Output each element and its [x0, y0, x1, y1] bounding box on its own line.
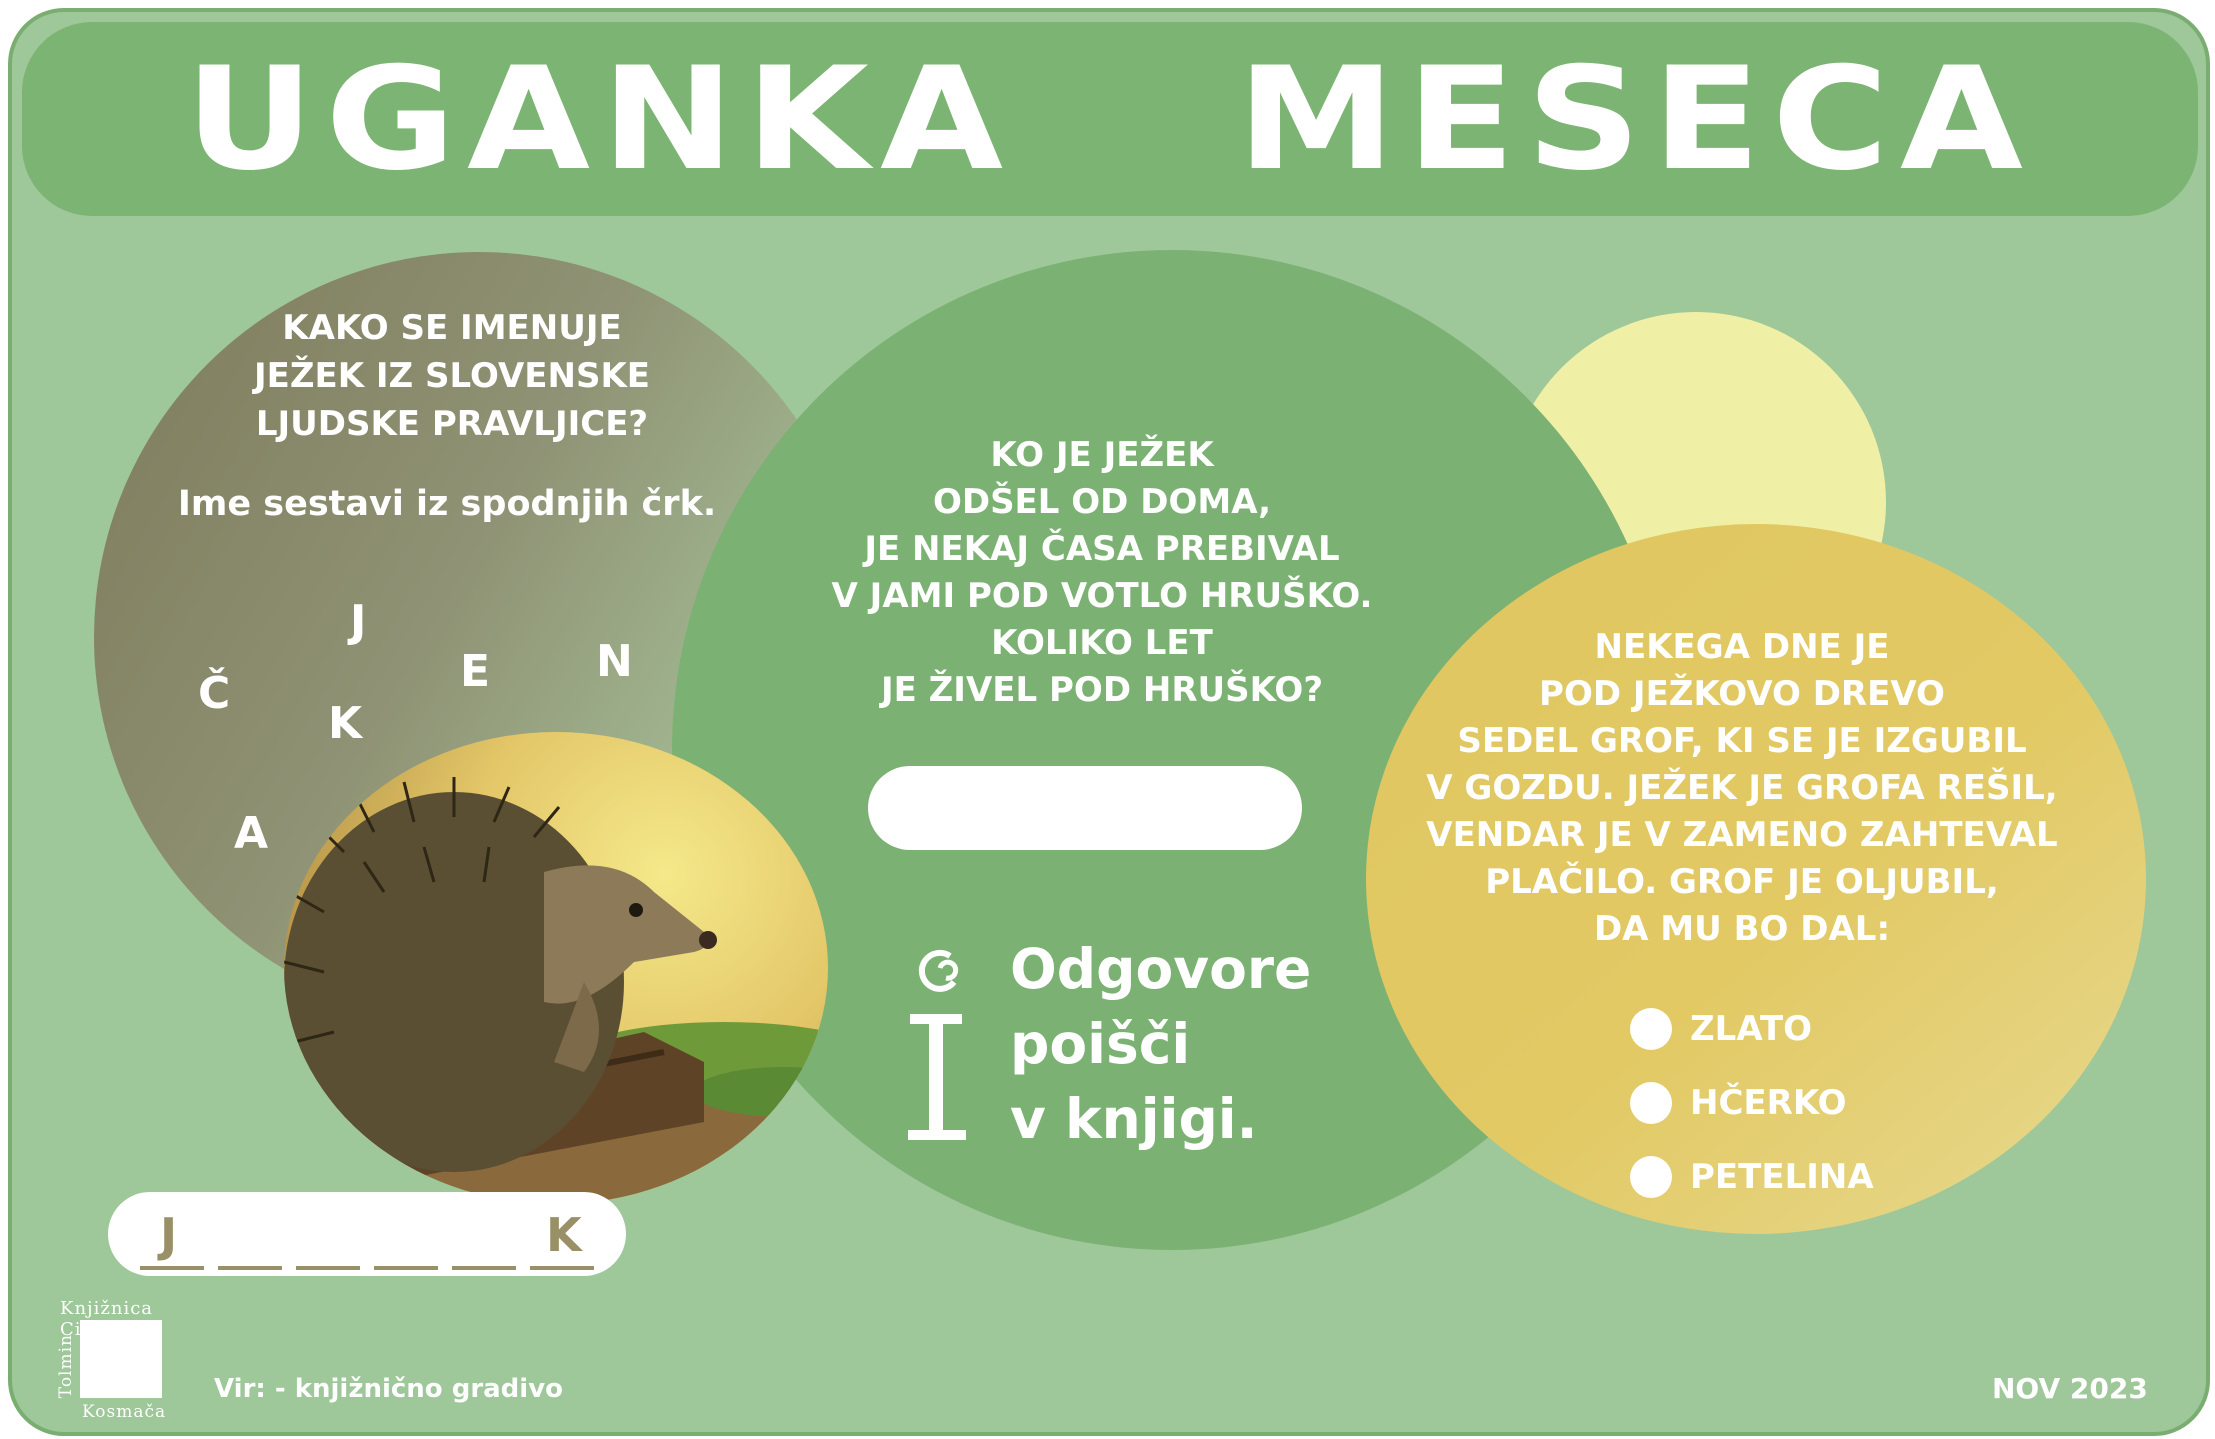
name-blanks: [140, 1266, 600, 1270]
library-logo: [56, 1298, 194, 1424]
radio-button[interactable]: [1630, 1008, 1672, 1050]
middle-question: KO JE JEŽEK ODŠEL OD DOMA, JE NEKAJ ČASA PREBIVAL V JAMI POD VOTLO HRUŠKO. KOLIKO LET JE ŽIVEL POD HRUŠKO?: [831, 435, 1373, 710]
letter-n: N: [596, 636, 633, 687]
letter-c-caron: Č: [198, 668, 231, 719]
option-label: ZLATO: [1690, 1009, 1813, 1049]
hedgehog-illustration: [284, 732, 828, 1204]
option-zlato[interactable]: [1630, 1008, 1812, 1050]
riddle-card: [8, 8, 2210, 1436]
logo-text-top: Knjižnica Cirila: [60, 1298, 154, 1340]
left-question: KAKO SE IMENUJE JEŽEK IZ SLOVENSKE LJUDSKE PRAVLJICE?: [253, 308, 651, 444]
name-first-letter: J: [160, 1208, 178, 1262]
letter-e: E: [460, 646, 491, 697]
years-answer-field[interactable]: [868, 766, 1302, 850]
option-petelina[interactable]: [1630, 1156, 1874, 1198]
page-title: UGANKA MESECA: [185, 36, 2035, 202]
radio-button[interactable]: [1630, 1156, 1672, 1198]
logo-text-bottom: Kosmača: [82, 1402, 167, 1422]
info-icon: [904, 942, 974, 1152]
header-banner: [22, 22, 2198, 216]
letter-j: J: [350, 596, 367, 647]
left-hint: Ime sestavi iz spodnjih črk.: [177, 484, 717, 524]
name-last-letter: K: [546, 1208, 582, 1262]
letter-k: K: [328, 698, 363, 749]
option-hcerko[interactable]: [1630, 1082, 1847, 1124]
hedgehog-drawing: [284, 732, 828, 1204]
radio-button[interactable]: [1630, 1082, 1672, 1124]
source-note: Vir: - knjižnično gradivo: [214, 1374, 564, 1404]
option-label: PETELINA: [1690, 1157, 1874, 1197]
option-label: HČERKO: [1690, 1083, 1847, 1123]
issue-date: NOV 2023: [1992, 1372, 2148, 1405]
right-question: NEKEGA DNE JE POD JEŽKOVO DREVO SEDEL GROF, KI SE JE IZGUBIL V GOZDU. JEŽEK JE GROFA REŠIL, VENDAR JE V ZAMENO ZAHTEVAL PLAČILO. GROF JE OLJUBIL, DA MU BO DAL:: [1426, 627, 2058, 949]
find-in-book-text: Odgovore poišči v knjigi.: [1010, 937, 1312, 1151]
letter-a: A: [234, 808, 269, 859]
logo-text-left: Tolmin: [56, 1334, 76, 1399]
